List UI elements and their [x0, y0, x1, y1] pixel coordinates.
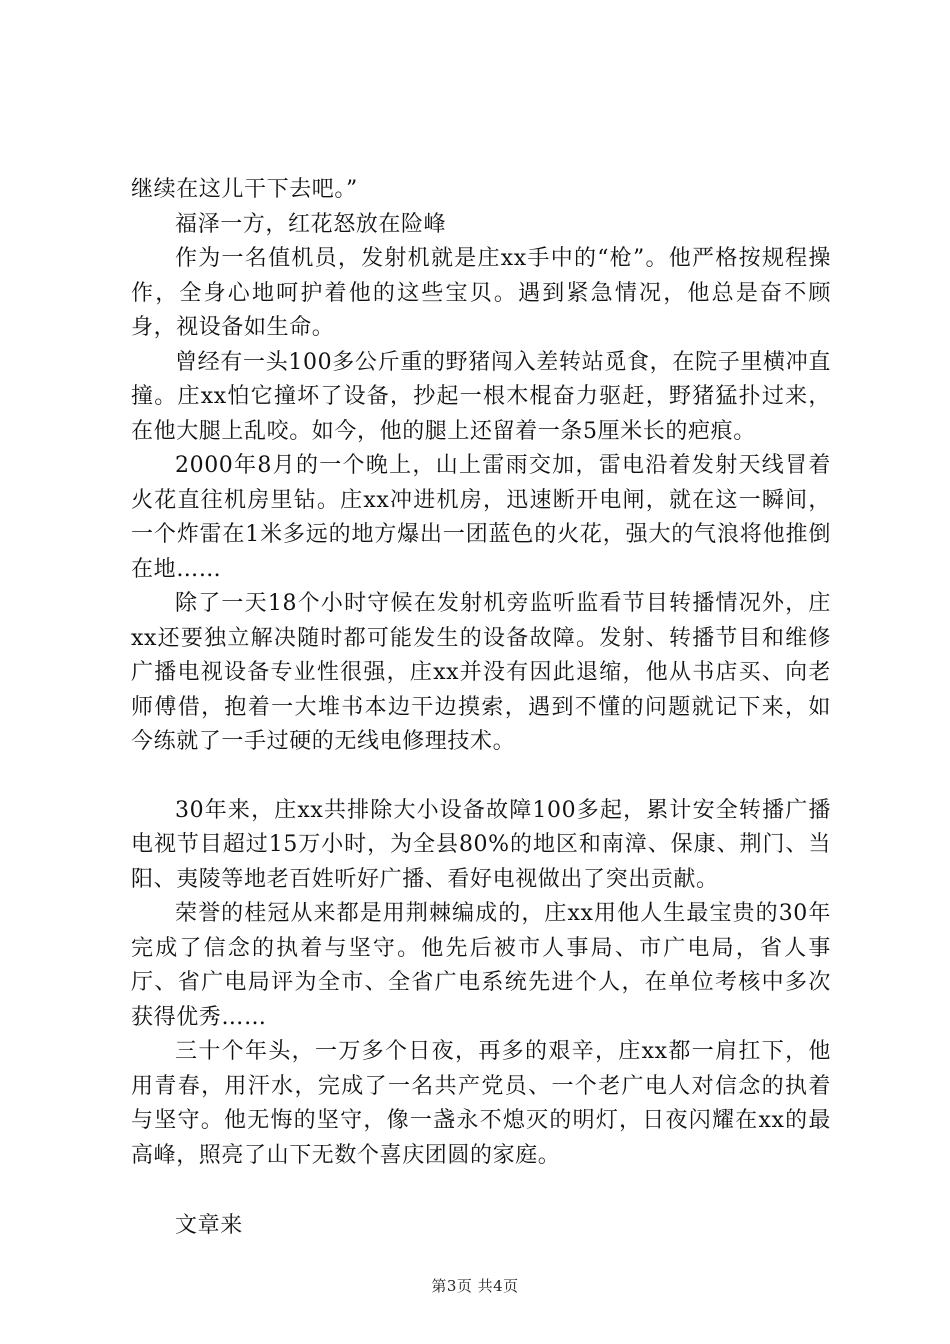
paragraph: 作为一名值机员，发射机就是庄xx手中的“枪”。他严格按规程操作，全身心地呵护着他的这些宝贝。遇到紧急情况，他总是奋不顾身，视设备如生命。	[131, 246, 831, 340]
paragraph: 30年来，庄xx共排除大小设备故障100多起，累计安全转播广播电视节目超过15万小时，为全县80%的地区和南漳、保康、荆门、当阳、夷陵等地老百姓听好广播、看好电视做出了突出贡献。	[131, 797, 831, 892]
paragraph: 2000年8月的一个晚上，山上雷雨交加，雷电沿着发射天线冒着火花直往机房里钻。庄xx冲进机房，迅速断开电闸，就在这一瞬间，一个炸雷在1米多远的地方爆出一团蓝色的火花，强大的气浪将他推倒在地……	[131, 453, 831, 582]
page-footer: 第3页 共4页	[431, 1277, 519, 1295]
paragraph-source: 文章来	[175, 1213, 243, 1238]
paragraph: 曾经有一头100多公斤重的野猪闯入差转站觅食，在院子里横冲直撞。庄xx怕它撞坏了设备，抄起一根木棍奋力驱赶，野猪猛扑过来，在他大腿上乱咬。如今，他的腿上还留着一条5厘米长的疤痕。	[131, 349, 831, 444]
paragraph: 三十个年头，一万多个日夜，再多的艰辛，庄xx都一肩扛下，他用青春，用汗水，完成了一名共产党员、一个老广电人对信念的执着与坚守。他无悔的坚守，像一盏永不熄灭的明灯，日夜闪耀在xx的最高峰，照亮了山下无数个喜庆团圆的家庭。	[131, 1039, 831, 1168]
paragraph: 荣誉的桂冠从来都是用荆棘编成的，庄xx用他人生最宝贵的30年完成了信念的执着与坚守。他先后被市人事局、市广电局，省人事厅、省广电局评为全市、全省广电系统先进个人，在单位考核中多次获得优秀……	[131, 901, 831, 1030]
document-body	[131, 173, 831, 1244]
paragraph: 除了一天18个小时守候在发射机旁监听监看节目转播情况外，庄xx还要独立解决随时都可能发生的设备故障。发射、转播节目和维修广播电视设备专业性很强，庄xx并没有因此退缩，他从书店买、向老师傅借，抱着一大堆书本边干边摸索，遇到不懂的问题就记下来，如今练就了一手过硬的无线电修理技术。	[131, 591, 831, 754]
paragraph-continuation: 继续在这儿干下去吧。”	[131, 177, 358, 202]
section-heading: 福泽一方，红花怒放在险峰	[175, 211, 447, 237]
